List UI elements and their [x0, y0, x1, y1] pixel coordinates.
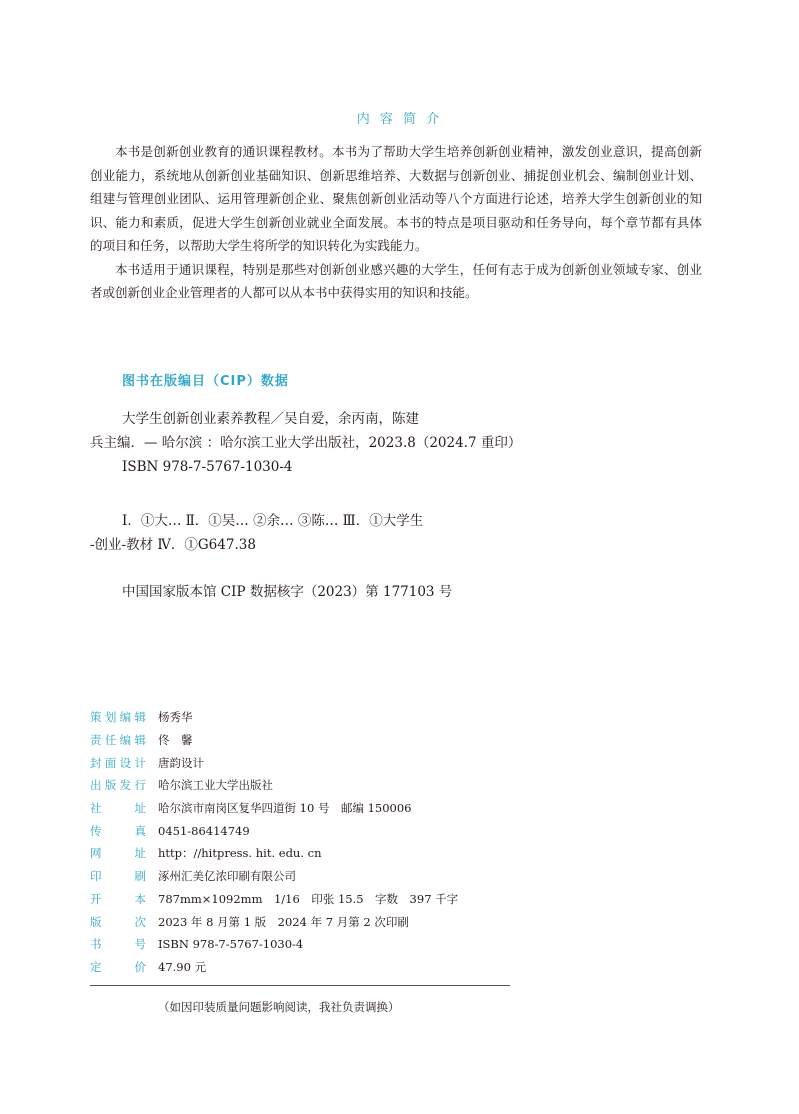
imprint-row	[90, 933, 590, 956]
imprint-label: 社 址	[90, 801, 146, 816]
imprint-value: 哈尔滨市南岗区复华四道街 10 号 邮编 150006	[158, 801, 412, 816]
imprint-value: 787mm×1092mm 1/16 印张 15.5 字数 397 千字	[158, 891, 459, 906]
imprint-label: 传 真	[90, 823, 146, 838]
imprint-row	[90, 729, 590, 752]
imprint-row	[90, 842, 590, 865]
imprint-label: 书 号	[90, 937, 146, 952]
imprint-label: 开 本	[90, 891, 146, 906]
imprint-value: 0451-86414749	[158, 823, 250, 838]
imprint-row	[90, 819, 590, 842]
divider	[90, 985, 510, 986]
imprint-table	[90, 706, 590, 978]
imprint-label: 版 次	[90, 914, 146, 929]
cip-isbn-line: ISBN 978-7-5767-1030-4	[122, 459, 293, 475]
summary-title: 内 容 简 介	[356, 112, 443, 127]
imprint-value: 涿州汇美亿浓印刷有限公司	[158, 869, 296, 884]
cip-title-line: 大学生创新创业素养教程／吴自爱，余丙南，陈建	[122, 411, 419, 427]
cip-title-block	[90, 407, 521, 479]
cip-approval-block	[90, 580, 452, 604]
cip-heading: 图书在版编目（CIP）数据	[122, 374, 289, 389]
imprint-row	[90, 956, 590, 979]
imprint-row	[90, 751, 590, 774]
imprint-value: 佟 馨	[158, 733, 193, 748]
imprint-label: 责 任 编 辑	[90, 733, 146, 748]
imprint-value: 哈尔滨工业大学出版社	[158, 778, 273, 793]
summary-paragraph: 本书是创新创业教育的通识课程教材。本书为了帮助大学生培养创新创业精神，激发创业意识，提高创新创业能力，系统地从创新创业基础知识、创新思维培养、大数据与创新创业、捕捉创业机会、编制创业计划、组建与管理创业团队、运用管理新创企业、聚焦创新创业活动等八个方面进行论述，培养大学生创新创业的知识、能力和素质，促进大学生创新创业就业全面发展。本书的特点是项目驱动和任务导向，每个章节都有具体的项目和任务，以帮助大学生将所学的知识转化为实践能力。	[90, 144, 702, 253]
imprint-value: http：//hitpress. hit. edu. cn	[158, 846, 322, 861]
imprint-label: 定 价	[90, 959, 146, 974]
imprint-row	[90, 888, 590, 911]
imprint-row	[90, 774, 590, 797]
imprint-label: 网 址	[90, 846, 146, 861]
cip-classification-line: Ⅰ．①大… Ⅱ．①吴… ②余… ③陈… Ⅲ．①大学生	[122, 513, 424, 529]
cip-approval-line: 中国国家版本馆 CIP 数据核字（2023）第 177103 号	[122, 584, 453, 600]
summary-body	[90, 140, 702, 305]
imprint-label: 印 刷	[90, 869, 146, 884]
imprint-value: 2023 年 8 月第 1 版 2024 年 7 月第 2 次印刷	[158, 914, 409, 929]
cip-title-line: 兵主编．— 哈尔滨 ：哈尔滨工业大学出版社，2023.8（2024.7 重印）	[90, 435, 522, 451]
imprint-row	[90, 797, 590, 820]
imprint-row	[90, 706, 590, 729]
cip-classification-block	[90, 509, 423, 557]
replacement-notice: （如因印装质量问题影响阅读，我社负责调换）	[158, 1000, 400, 1014]
imprint-value: 47.90 元	[158, 959, 207, 974]
summary-paragraph: 本书适用于通识课程，特别是那些对创新创业感兴趣的大学生，任何有志于成为创新创业领域专家、创业者或创新创业企业管理者的人都可以从本书中获得实用的知识和技能。	[90, 261, 702, 300]
imprint-label: 封 面 设 计	[90, 755, 146, 770]
imprint-row	[90, 910, 590, 933]
imprint-value: 唐韵设计	[158, 755, 204, 770]
imprint-row	[90, 865, 590, 888]
imprint-label: 出 版 发 行	[90, 778, 146, 793]
imprint-value: 杨秀华	[158, 710, 193, 725]
imprint-value: ISBN 978-7-5767-1030-4	[158, 937, 304, 952]
imprint-label: 策 划 编 辑	[90, 710, 146, 725]
cip-classification-line: -创业-教材 Ⅳ．①G647.38	[90, 537, 256, 553]
